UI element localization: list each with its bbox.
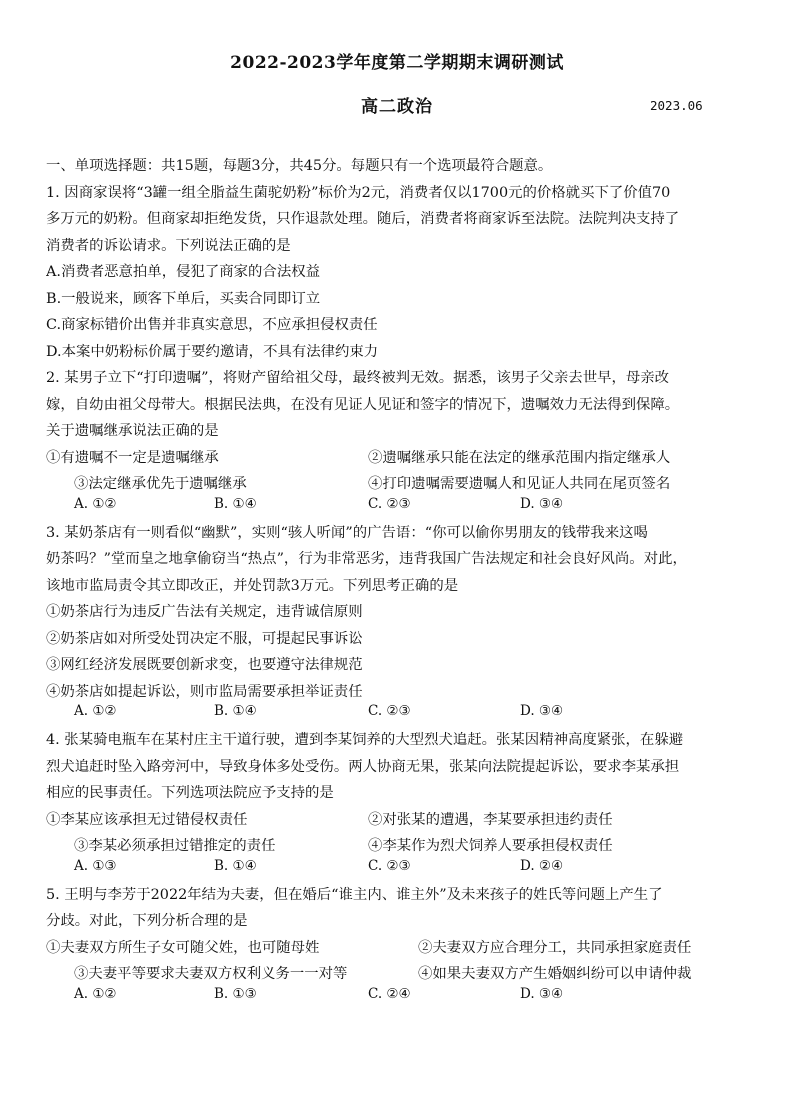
answer-c: C. ②③ [368,857,411,874]
question-3 [46,520,758,723]
answer-choices [46,493,758,515]
exam-title: 2022-2023学年度第二学期期末调研测试 [230,53,564,73]
statement-4: ④打印遗嘱需要遗嘱人和见证人共同在尾页签名 [368,476,671,492]
answer-a: A. ①② [74,495,117,512]
statement-3: ③法定继承优先于遗嘱继承 [74,476,247,492]
answer-d: D. ③④ [520,703,564,719]
answer-d: D. ③④ [520,985,564,1002]
question-stem-line: 分歧。对此，下列分析合理的是 [46,913,248,929]
statement-2: ②遗嘱继承只能在法定的继承范围内指定继承人 [368,449,671,466]
exam-date: 2023.06 [650,98,703,113]
answer-b: B. ①③ [214,985,257,1002]
statement-1: ①夫妻双方所生子女可随父姓，也可随母姓 [46,939,320,956]
question-stem-line: 多万元的奶粉。但商家却拒绝发货，只作退款处理。随后，消费者将商家诉至法院。法院判决支持了 [46,211,680,227]
statement-1: ①李某应该承担无过错侵权责任 [46,811,248,828]
statement-2: ②对张某的遭遇，李某要承担违约责任 [368,811,613,828]
answer-b: B. ①④ [214,703,257,719]
answer-c: C. ②③ [368,703,411,719]
statement-1: ①有遗嘱不一定是遗嘱继承 [46,449,219,466]
question-stem-line: 3. 某奶茶店有一则看似“幽默”，实则“骇人听闻”的广告语：“你可以偷你男朋友的钱带我来这喝 [46,524,648,541]
section-heading: 一、单项选择题：共15题，每题3分，共45分。每题只有一个选项最符合题意。 [46,158,553,174]
statement-3: ③夫妻平等要求夫妻双方权利义务一一对等 [74,966,348,982]
answer-c: C. ②③ [368,495,411,512]
question-4 [46,727,758,877]
option-b: B.一般说来，顾客下单后，买卖合同即订立 [46,290,321,307]
question-stem-line: 奶茶吗？”堂而皇之地拿偷窃当“热点”，行为非常恶劣，违背我国广告法规定和社会良好风尚。对此， [46,551,687,567]
statement-2: ②夫妻双方应合理分工，共同承担家庭责任 [418,939,692,956]
question-2 [46,365,758,515]
statement-row [46,445,758,472]
answer-c: C. ②④ [368,985,411,1002]
option-d: D.本案中奶粉标价属于要约邀请，不具有法律约束力 [46,343,379,360]
statement-4: ④奶茶店如提起诉讼，则市监局需要承担举证责任 [46,683,363,700]
question-stem-line: 5. 王明与李芳于2022年结为夫妻，但在婚后“谁主内、谁主外”及未来孩子的姓氏等问题上产生了 [46,886,663,903]
question-stem-line: 相应的民事责任。下列选项法院应予支持的是 [46,785,334,801]
answer-a: A. ①③ [74,857,117,874]
question-stem-line: 烈犬追赶时坠入路旁河中，导致身体多处受伤。两人协商无果，张某向法院提起诉讼，要求李某承担 [46,758,680,775]
exam-content [46,153,758,1010]
statement-3: ③李某必须承担过错推定的责任 [74,838,276,854]
statement-3: ③网红经济发展既要创新求变，也要遵守法律规范 [46,657,363,673]
answer-a: A. ①② [74,985,117,1002]
answer-choices [46,983,758,1005]
question-stem-line: 4. 张某骑电瓶车在某村庄主干道行驶，遭到李某饲养的大型烈犬追赶。张某因精神高度紧张，在躲避 [46,732,684,748]
statement-4: ④李某作为烈犬饲养人要承担侵权责任 [368,838,613,854]
answer-choices [46,700,758,722]
answer-d: D. ③④ [520,495,564,512]
statement-1: ①奶茶店行为违反广告法有关规定，违背诚信原则 [46,604,363,620]
option-c: C.商家标错价出售并非真实意思，不应承担侵权责任 [46,317,378,333]
question-stem-line: 1. 因商家误将“3罐一组全脂益生菌驼奶粉”标价为2元，消费者仅以1700元的价格就买下了价值70 [46,184,671,201]
statement-row [46,935,758,962]
statement-4: ④如果夫妻双方产生婚姻纠纷可以申请仲裁 [418,966,692,982]
question-1 [46,180,758,366]
answer-b: B. ①④ [214,495,257,512]
question-stem-line: 关于遗嘱继承说法正确的是 [46,423,219,439]
question-stem-line: 2. 某男子立下“打印遗嘱”，将财产留给祖父母，最终被判无效。据悉，该男子父亲去世早，母亲改 [46,370,670,386]
option-a: A.消费者恶意拍单，侵犯了商家的合法权益 [46,264,320,280]
question-stem-line: 嫁，自幼由祖父母带大。根据民法典，在没有见证人见证和签字的情况下，遗嘱效力无法得到保障。 [46,396,680,413]
statement-row [46,807,758,834]
answer-b: B. ①④ [214,857,257,874]
question-5 [46,882,758,1005]
answer-d: D. ②④ [520,857,564,874]
question-stem-line: 消费者的诉讼请求。下列说法正确的是 [46,237,291,254]
statement-2: ②奶茶店如对所受处罚决定不服，可提起民事诉讼 [46,630,363,647]
exam-subject: 高二政治 [361,97,433,117]
answer-a: A. ①② [74,703,117,719]
question-stem-line: 该地市监局责令其立即改正，并处罚款3万元。下列思考正确的是 [46,577,459,594]
answer-choices [46,855,758,877]
